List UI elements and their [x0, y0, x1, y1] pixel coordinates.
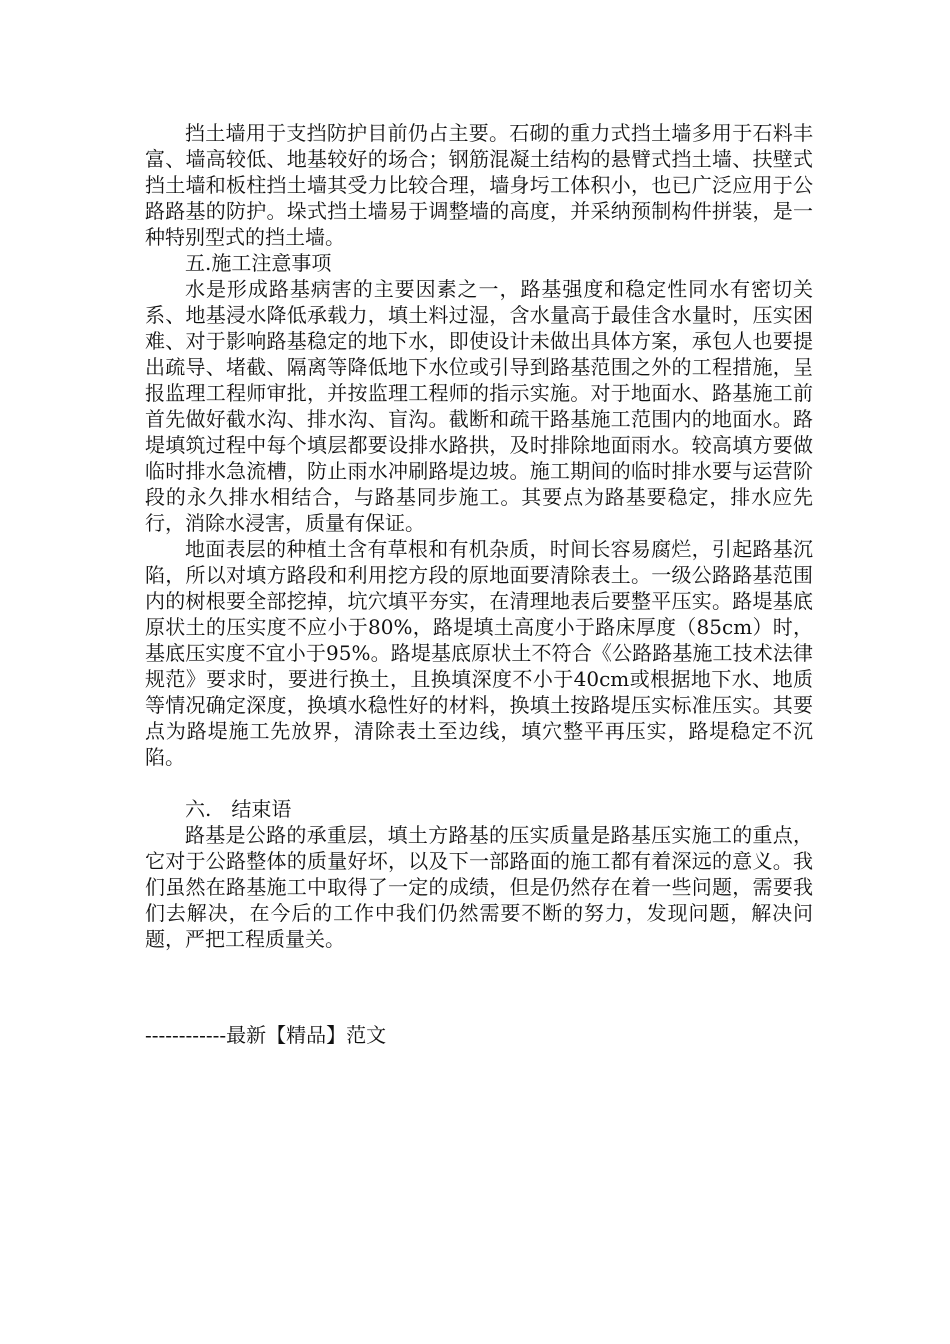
section-heading-construction-notes: 五.施工注意事项 [185, 251, 332, 275]
footer-text: ------------最新【精品】范文 [145, 1023, 387, 1047]
blank-line [145, 770, 813, 796]
paragraph-water-control: 水是形成路基病害的主要因素之一，路基强度和稳定性同水有密切关系、地基浸水降低承载力，填土料过湿，含水量高于最佳含水量时，压实困难、对于影响路基稳定的地下水，即使设计未做出具体方案，承包人也要提出疏导、堵截、隔离等降低地下水位或引导到路基范围之外的工程措施，呈报监理工程师审批，并按监理工程师的指示实施。对于地面水、路基施工前首先做好截水沟、排水沟、盲沟。截断和疏干路基施工范围内的地面水。路堤填筑过程中每个填层都要设排水路拱，及时排除地面雨水。较高填方要做临时排水急流槽，防止雨水冲刷路堤边坡。施工期间的临时排水要与运营阶段的永久排水相结合，与路基同步施工。其要点为路基要稳定，排水应先行，消除水浸害，质量有保证。 [145, 277, 813, 535]
paragraph-retaining-wall: 挡土墙用于支挡防护目前仍占主要。石砌的重力式挡土墙多用于石料丰富、墙高较低、地基较好的场合；钢筋混凝土结构的悬臂式挡土墙、扶壁式挡土墙和板柱挡土墙其受力比较合理，墙身圬工体积小，也已广泛应用于公路路基的防护。垛式挡土墙易于调整墙的高度，并采纳预制构件拼装，是一种特别型式的挡土墙。 [145, 121, 813, 249]
paragraph-conclusion: 路基是公路的承重层，填土方路基的压实质量是路基压实施工的重点，它对于公路整体的质量好坏，以及下一部路面的施工都有着深远的意义。我们虽然在路基施工中取得了一定的成绩，但是仍然存在着一些问题，需要我们去解决，在今后的工作中我们仍然需要不断的努力，发现问题，解决问题，严把工程质量关。 [145, 823, 813, 951]
document-body [145, 120, 813, 952]
paragraph-topsoil-removal: 地面表层的种植土含有草根和有机杂质，时间长容易腐烂，引起路基沉陷，所以对填方路段和利用挖方段的原地面要清除表土。一级公路路基范围内的树根要全部挖掉，坑穴填平夯实，在清理地表后要整平压实。路堤基底原状土的压实度不应小于80%，路堤填土高度小于路床厚度（85cm）时，基底压实度不宜小于95%。路堤基底原状土不符合《公路路基施工技术法律规范》要求时，要进行换土，且换填深度不小于40cm或根据地下水、地质等情况确定深度，换填水稳性好的材料，换填土按路堤压实标准压实。其要点为路堤施工先放界，清除表土至边线，填穴整平再压实，路堤稳定不沉陷。 [145, 537, 813, 769]
section-heading-conclusion: 六. 结束语 [185, 797, 292, 821]
